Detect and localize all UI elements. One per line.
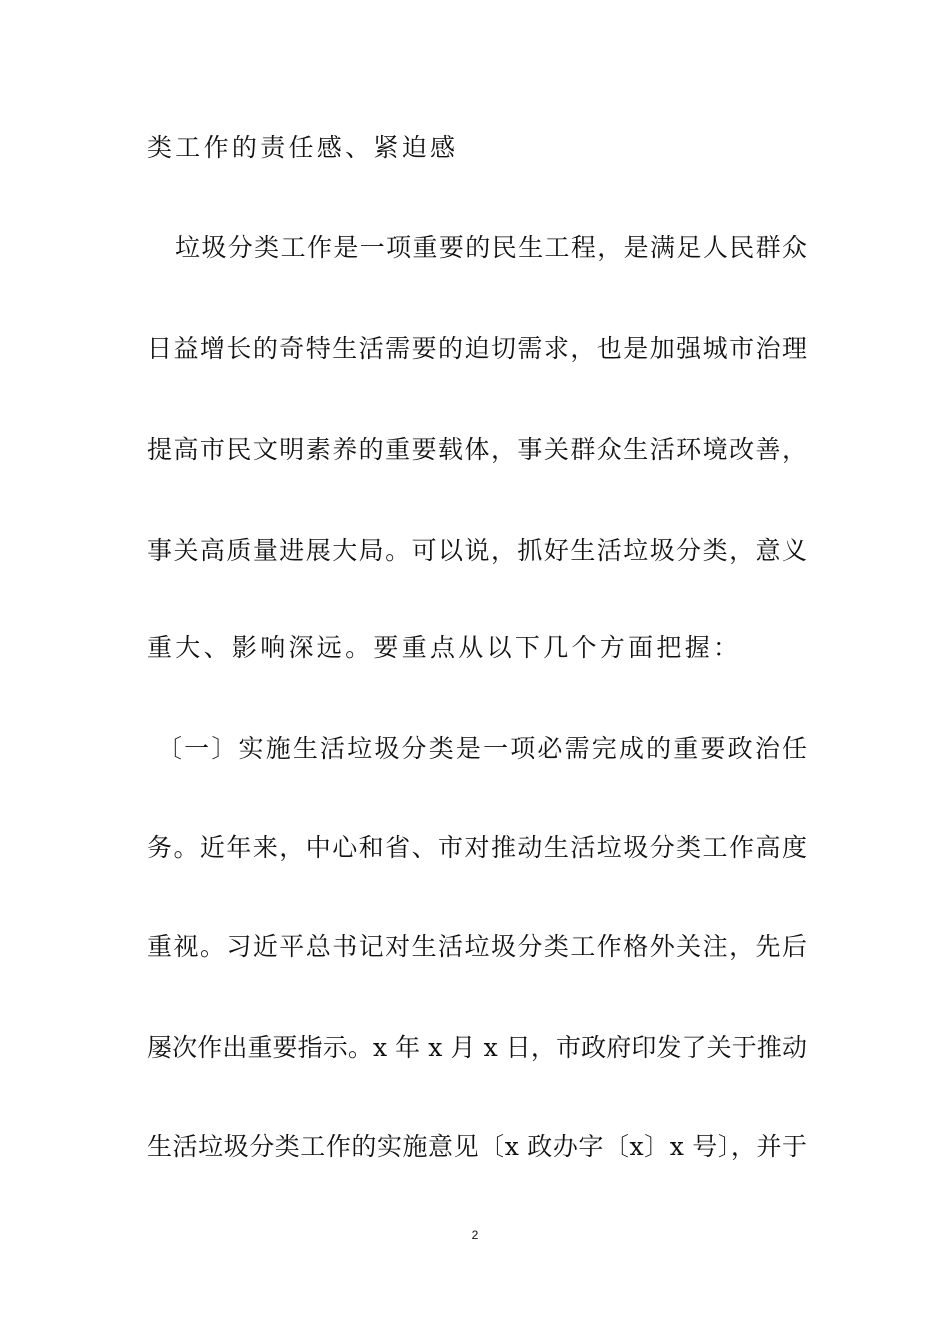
- text-line-7: 〔一〕实施生活垃圾分类是一项必需完成的重要政治任: [157, 734, 807, 763]
- text-line-9: 重视。习近平总书记对生活垃圾分类工作格外关注，先后: [147, 932, 807, 961]
- text-line-6: 重大、影响深远。要重点从以下几个方面把握：: [147, 633, 742, 662]
- text-line-3: 日益增长的奇特生活需要的迫切需求，也是加强城市治理: [147, 334, 807, 363]
- text-line-10: 屡次作出重要指示。x 年 x 月 x 日，市政府印发了关于推动: [147, 1033, 807, 1062]
- text-line-4: 提高市民文明素养的重要载体，事关群众生活环境改善，: [147, 435, 807, 464]
- text-line-5: 事关高质量进展大局。可以说，抓好生活垃圾分类，意义: [147, 536, 807, 565]
- text-line-2: 垃圾分类工作是一项重要的民生工程，是满足人民群众: [175, 233, 807, 262]
- page-number: 2: [471, 1228, 479, 1242]
- text-line-11: 生活垃圾分类工作的实施意见〔x 政办字〔x〕x 号〕，并于: [147, 1132, 807, 1161]
- text-line-1: 类工作的责任感、紧迫感: [147, 133, 459, 162]
- text-line-8: 务。近年来，中心和省、市对推动生活垃圾分类工作高度: [147, 833, 807, 862]
